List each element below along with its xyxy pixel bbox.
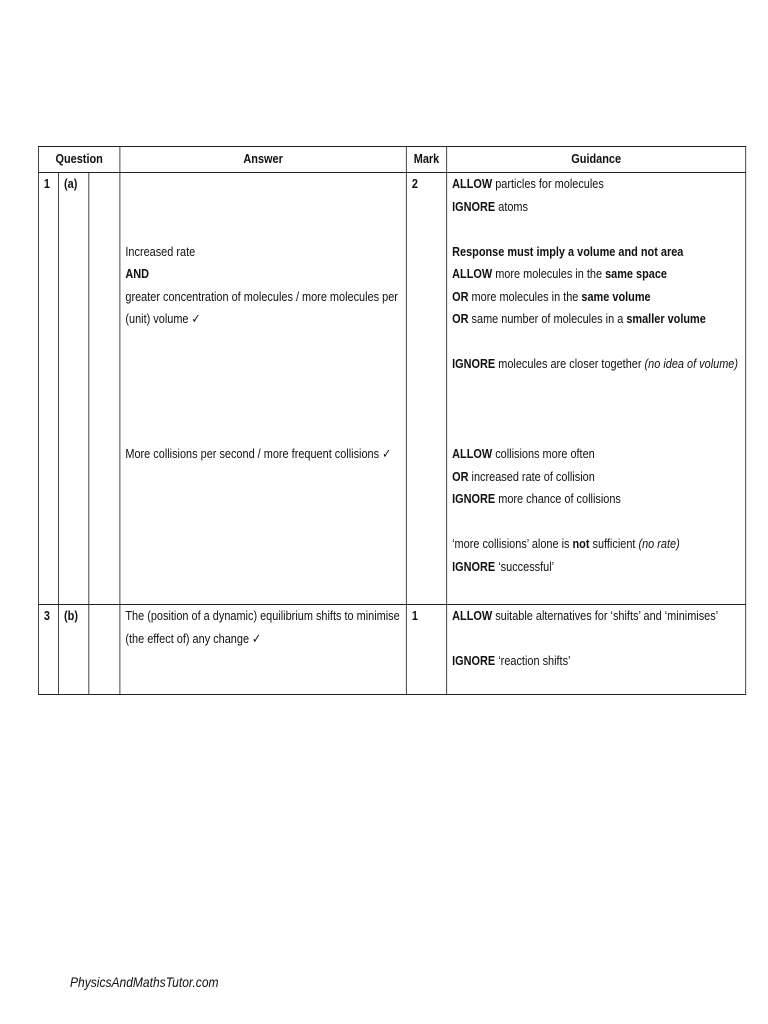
guidance-line: IGNORE atoms (452, 198, 528, 214)
guidance-line: OR more molecules in the same volume (452, 288, 651, 304)
guidance-line: OR same number of molecules in a smaller volume (452, 311, 706, 326)
header-mark: Mark (406, 147, 446, 173)
mark-value: 1 (406, 605, 446, 695)
guidance-line: IGNORE molecules are closer together (no idea of volume) (452, 356, 739, 371)
answer-line: (unit) volume ✓ (125, 311, 201, 326)
guidance-line: IGNORE ‘successful’ (452, 558, 555, 574)
guidance-line: ‘more collisions’ alone is not sufficient (no rate) (452, 536, 680, 551)
guidance-cell (447, 173, 746, 605)
guidance-line: OR increased rate of collision (452, 468, 595, 484)
answer-line: The (position of a dynamic) equilibrium shifts to minimise (125, 608, 400, 623)
question-part: (a) (59, 173, 89, 605)
guidance-line: ALLOW suitable alternatives for ‘shifts’ and ‘minimises’ (452, 608, 719, 623)
guidance-line: ALLOW particles for molecules (452, 176, 604, 191)
guidance-line: Response must imply a volume and not area (452, 243, 684, 259)
mark-scheme-table (38, 146, 746, 695)
guidance-line: IGNORE more chance of collisions (452, 491, 621, 506)
footer-source: PhysicsAndMathsTutor.com (70, 974, 219, 990)
guidance-line: ALLOW collisions more often (452, 446, 595, 461)
answer-line: greater concentration of molecules / more molecules per (125, 288, 398, 304)
answer-cell (120, 173, 406, 605)
question-part: (b) (59, 605, 89, 695)
answer-cell (120, 605, 406, 695)
header-guidance: Guidance (447, 147, 746, 173)
question-subpart (89, 173, 120, 605)
question-subpart (89, 605, 120, 695)
table-row (38, 173, 745, 605)
header-answer: Answer (120, 147, 406, 173)
question-number: 3 (38, 605, 58, 695)
header-question: Question (38, 147, 119, 173)
header-row (38, 147, 745, 173)
answer-line: AND (125, 266, 150, 281)
guidance-cell (447, 605, 746, 695)
answer-line: (the effect of) any change ✓ (125, 630, 262, 646)
guidance-line: ALLOW more molecules in the same space (452, 266, 668, 281)
answer-line: Increased rate (125, 243, 196, 259)
question-number: 1 (38, 173, 58, 605)
guidance-line: IGNORE ‘reaction shifts’ (452, 653, 571, 668)
answer-line: More collisions per second / more frequent collisions ✓ (125, 446, 392, 461)
table-row (38, 605, 745, 695)
mark-value: 2 (406, 173, 446, 605)
